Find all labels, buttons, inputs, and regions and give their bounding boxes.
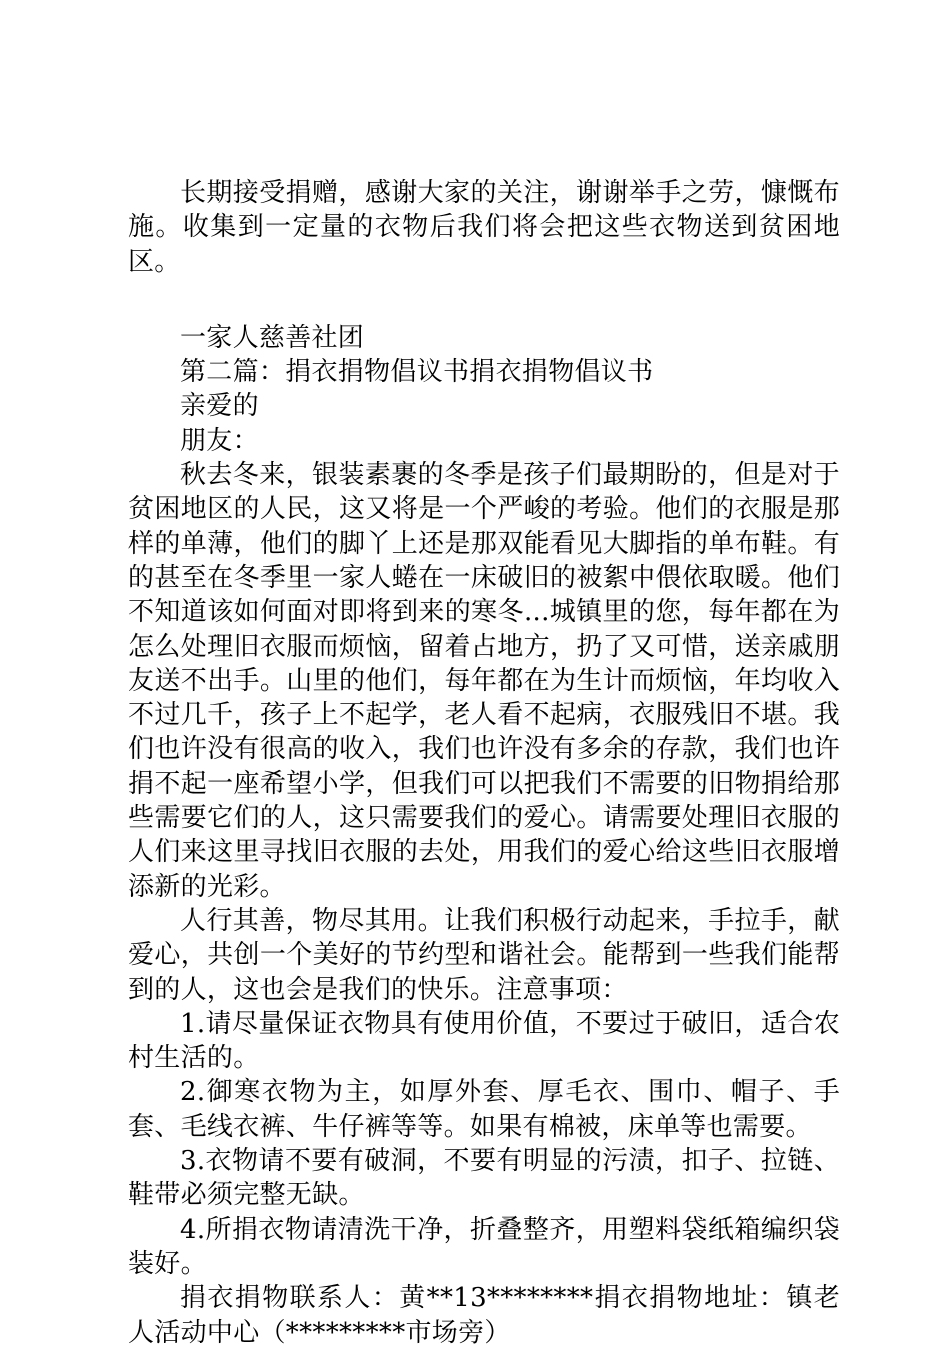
greeting-line-1: 亲爱的 xyxy=(180,391,259,422)
paragraph-spacer xyxy=(128,279,840,321)
greeting-line-2: 朋友： xyxy=(180,425,259,456)
note-item: 3.衣物请不要有破洞，不要有明显的污渍，扣子、拉链、鞋带必须完整无缺。 xyxy=(128,1146,840,1211)
note-item: 4.所捐衣物请清洗干净，折叠整齐，用塑料袋纸箱编织袋装好。 xyxy=(128,1214,840,1279)
signature-line: 一家人慈善社团 xyxy=(180,322,365,353)
note-item: 1.请尽量保证衣物具有使用价值，不要过于破旧，适合农村生活的。 xyxy=(128,1008,840,1074)
intro-paragraph: 长期接受捐赠，感谢大家的关注，谢谢举手之劳，慷慨布施。收集到一定量的衣物后我们将会把这些衣物送到贫困地区。 xyxy=(128,178,840,277)
contact-paragraph: 捐衣捐物联系人：黄**13********捐衣捐物地址：镇老人活动中心（*********市场旁） xyxy=(128,1283,840,1348)
body-paragraph-1: 秋去冬来，银装素裹的冬季是孩子们最期盼的，但是对于贫困地区的人民，这又将是一个严峻的考验。他们的衣服是那样的单薄，他们的脚丫上还是那双能看见大脚指的单布鞋。有的甚至在冬季里一家人蜷在一床破旧的被絮中偎依取暖。他们不知道该如何面对即将到来的寒冬...城镇里的您，每年都在为怎么处理旧衣服而烦恼，留着占地方，扔了又可惜，送亲戚朋友送不出手。山里的他们，每年都在为生计而烦恼，年均收入不过几千，孩子上不起学，老人看不起病，衣服残旧不堪。我们也许没有很高的收入，我们也许没有多余的存款，我们也许捐不起一座希望小学，但我们可以把我们不需要的旧物捐给那些需要它们的人，这只需要我们的爱心。请需要处理旧衣服的人们来这里寻找旧衣服的去处，用我们的爱心给这些旧衣服增添新的光彩。 xyxy=(128,460,840,902)
note-item: 2.御寒衣物为主，如厚外套、厚毛衣、围巾、帽子、手套、毛线衣裤、牛仔裤等等。如果有棉被，床单等也需要。 xyxy=(128,1077,840,1142)
body-paragraph-2: 人行其善，物尽其用。让我们积极行动起来，手拉手，献爱心，共创一个美好的节约型和谐社会。能帮到一些我们能帮到的人，这也会是我们的快乐。注意事项： xyxy=(128,905,840,1005)
document-page xyxy=(128,176,840,1350)
chapter-title: 第二篇：捐衣捐物倡议书捐衣捐物倡议书 xyxy=(180,357,654,388)
